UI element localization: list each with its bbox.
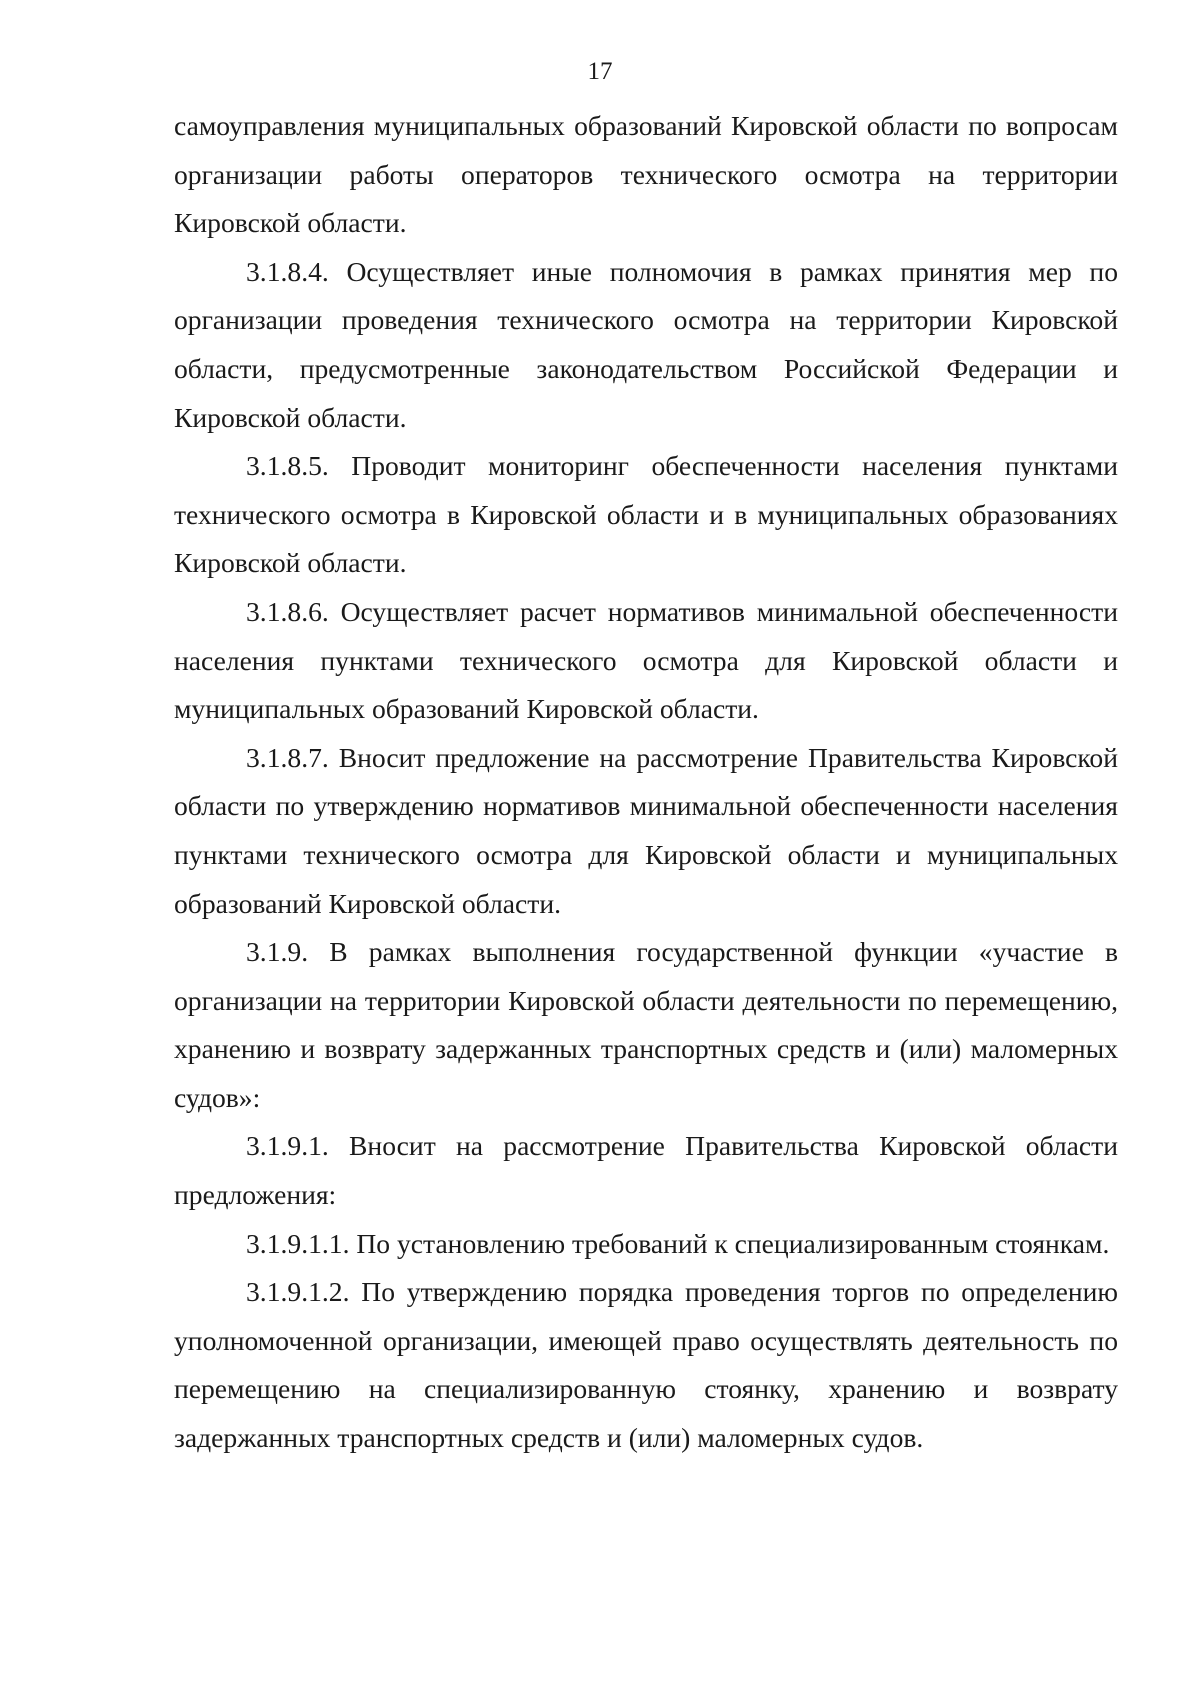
paragraph-3-1-9: 3.1.9. В рамках выполнения государственной функции «участие в организации на территории Кировской области деятельности по перемещению, хранению и возврату задержанных транспортных средств и (или) маломерных судов»: — [174, 936, 1118, 1113]
paragraph-3-1-8-6: 3.1.8.6. Осуществляет расчет нормативов минимальной обеспеченности населения пунктами технического осмотра для Кировской области и муниципальных образований Кировской области. — [174, 595, 1118, 725]
paragraph-3-1-8-4: 3.1.8.4. Осуществляет иные полномочия в рамках принятия мер по организации проведения технического осмотра на территории Кировской области, предусмотренные законодательством Российской Федерации и Кировской области. — [174, 255, 1118, 433]
paragraph-3-1-9-1-1: 3.1.9.1.1. По установлению требований к специализированным стоянкам. — [246, 1227, 1110, 1259]
paragraph-3-1-8-7: 3.1.8.7. Вносит предложение на рассмотрение Правительства Кировской области по утверждению нормативов минимальной обеспеченности населения пунктами технического осмотра для Кировской области и муниципальных образований Кировской области. — [174, 741, 1118, 919]
paragraph-continuation: самоуправления муниципальных образований Кировской области по вопросам организации работы операторов технического осмотра на территории Кировской области. — [174, 110, 1118, 239]
paragraph-3-1-9-1-2: 3.1.9.1.2. По утверждению порядка проведения торгов по определению уполномоченной организации, имеющей право осуществлять деятельность по перемещению на специализированную стоянку, хранению и возврату задержанных транспортных средств и (или) маломерных судов. — [174, 1276, 1118, 1454]
document-body — [174, 102, 1118, 1463]
paragraph-3-1-9-1: 3.1.9.1. Вносит на рассмотрение Правительства Кировской области предложения: — [174, 1130, 1118, 1211]
paragraph-3-1-8-5: 3.1.8.5. Проводит мониторинг обеспеченности населения пунктами технического осмотра в Кировской области и в муниципальных образованиях Кировской области. — [174, 450, 1118, 579]
page-number: 17 — [587, 58, 613, 85]
